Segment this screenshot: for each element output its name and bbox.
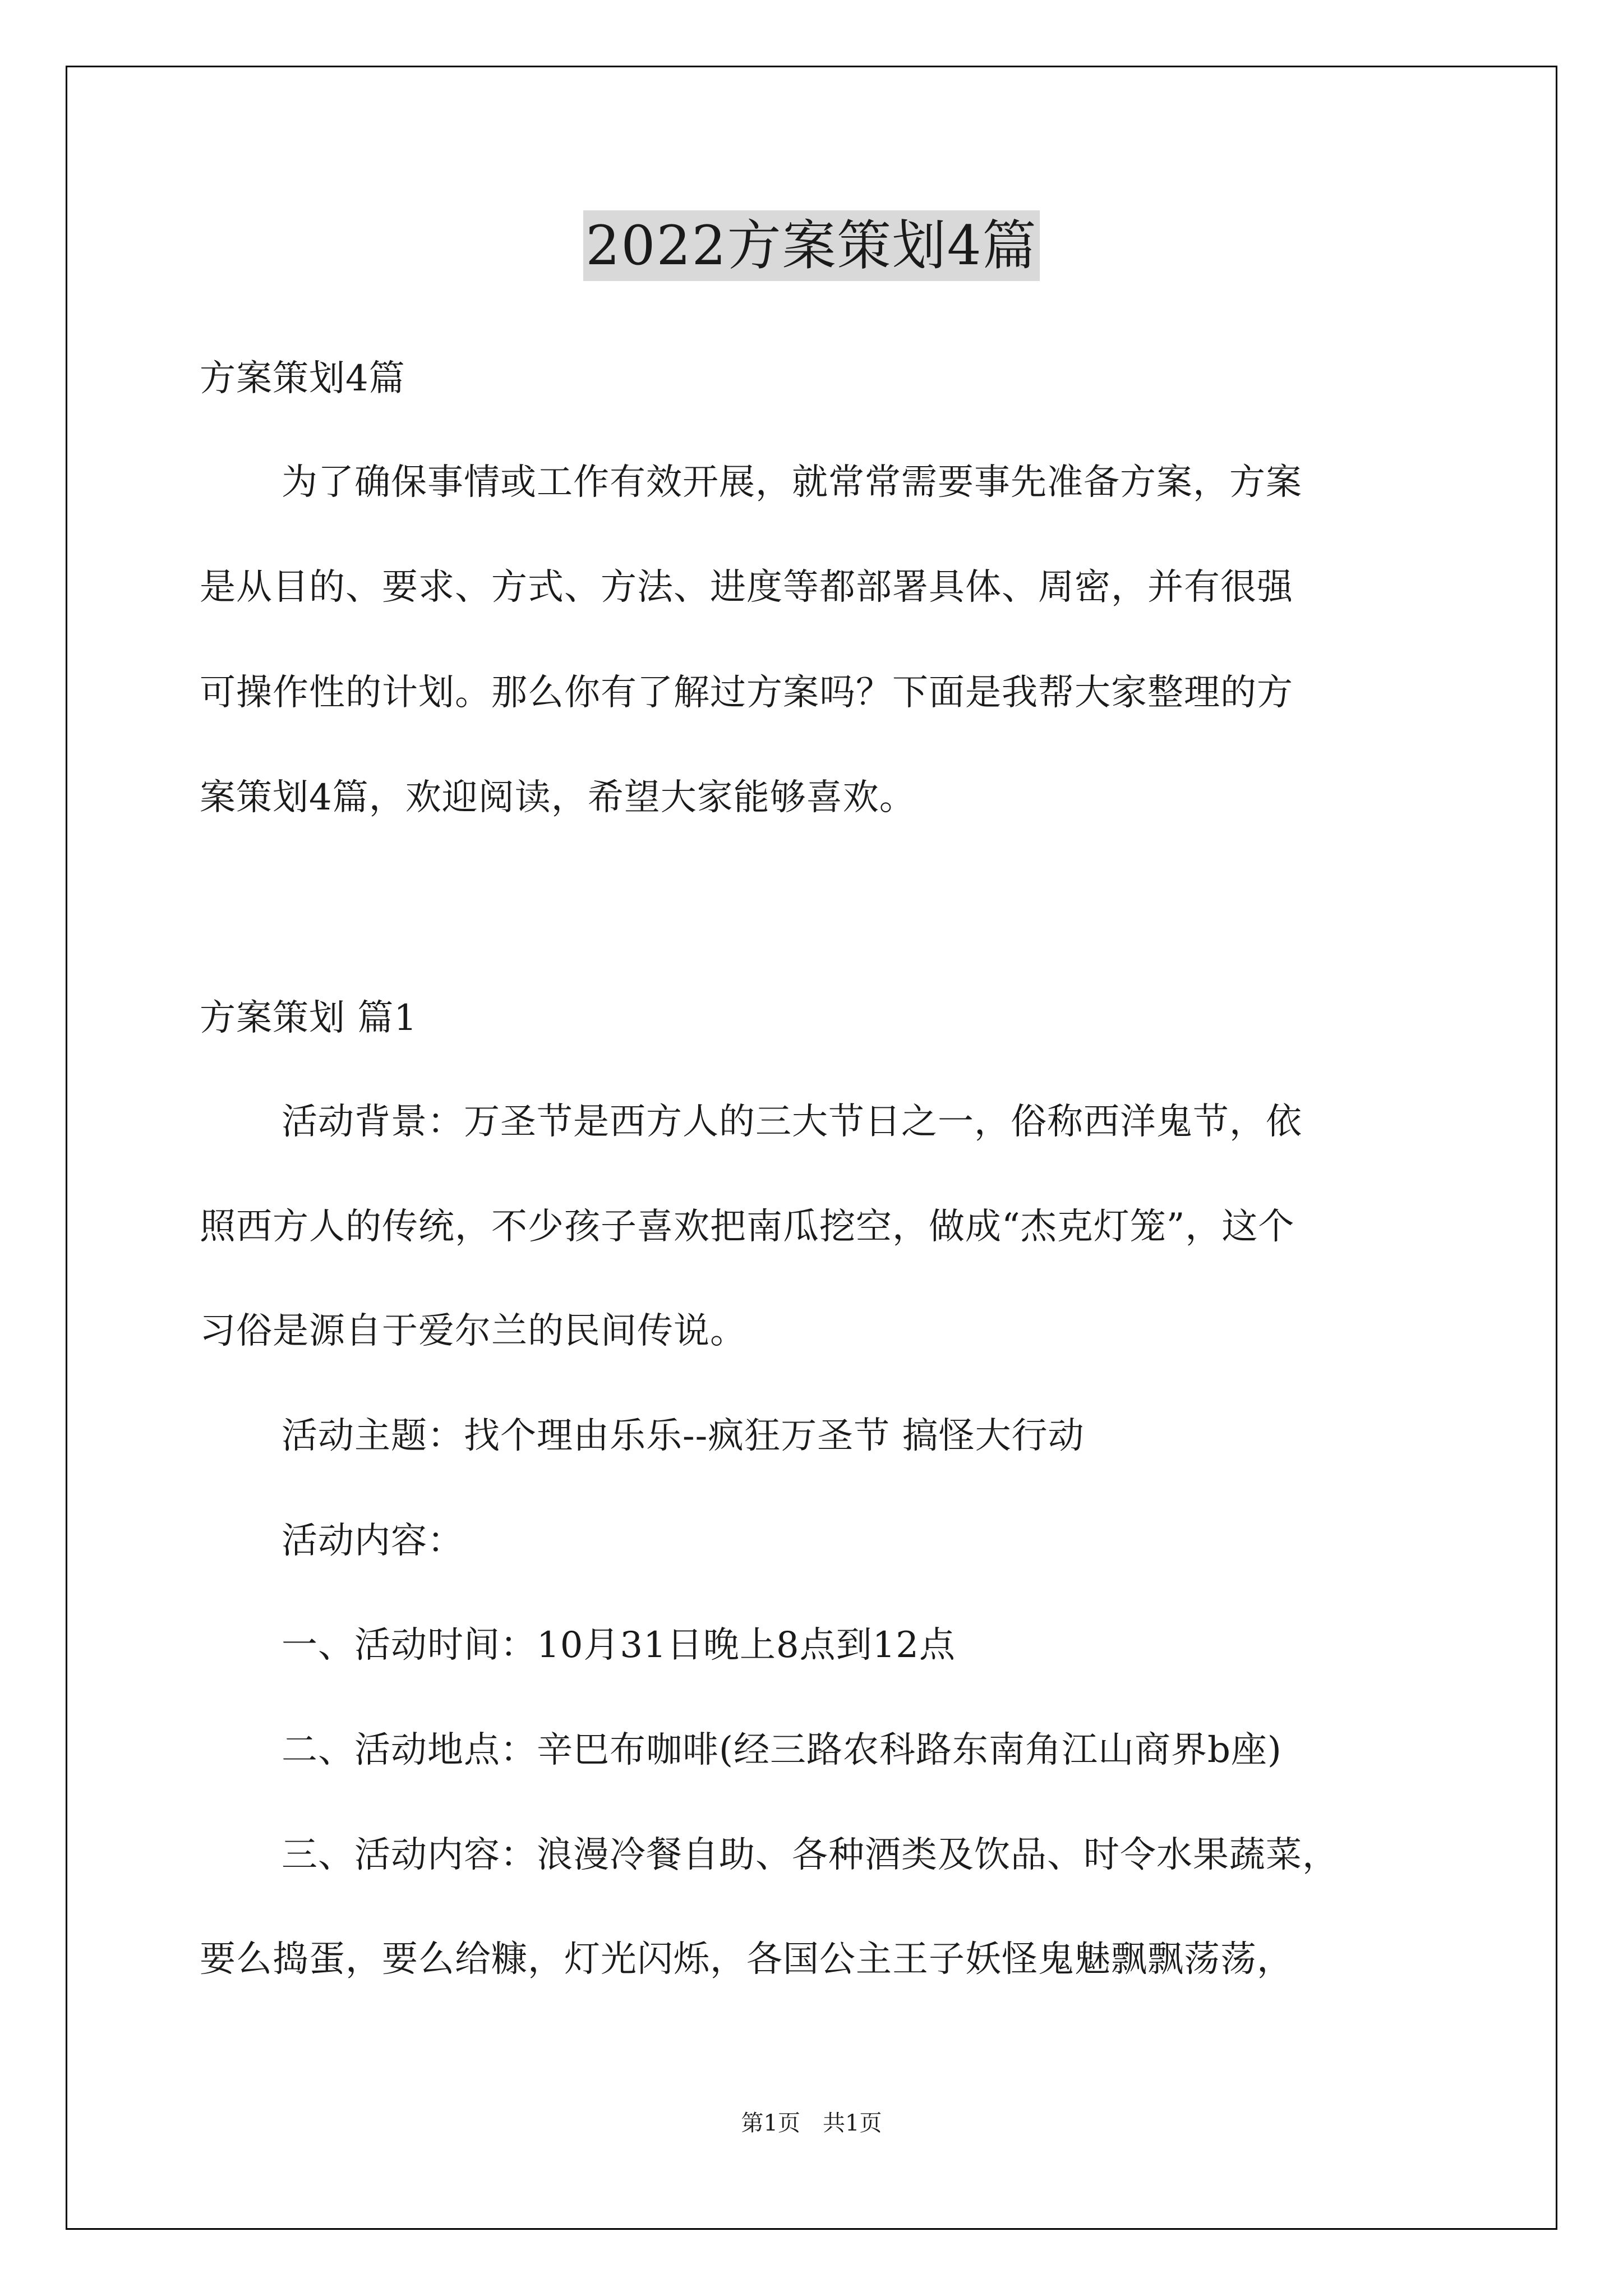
intro-line-1: 为了确保事情或工作有效开展，就常常需要事先准备方案，方案	[282, 462, 1302, 503]
section-line-1: 活动背景：万圣节是西方人的三大节日之一，俗称西洋鬼节，依	[282, 1101, 1302, 1143]
section-line-7: 二、活动地点：辛巴布咖啡(经三路农科路东南角江山商界b座)	[282, 1729, 1282, 1771]
page-footer: 第1页 共1页	[741, 2110, 882, 2136]
intro-line-2: 是从目的、要求、方式、方法、进度等都部署具体、周密，并有很强	[200, 567, 1293, 608]
section-heading: 方案策划 篇1	[200, 997, 418, 1039]
document-title: 2022方案策划4篇	[583, 210, 1039, 281]
intro-line-3: 可操作性的计划。那么你有了解过方案吗？下面是我帮大家整理的方	[200, 672, 1293, 714]
document-subtitle: 方案策划4篇	[200, 358, 405, 399]
section-line-2: 照西方人的传统，不少孩子喜欢把南瓜挖空，做成“杰克灯笼”，这个	[200, 1206, 1295, 1248]
section-line-4: 活动主题：找个理由乐乐--疯狂万圣节 搞怪大行动	[282, 1415, 1085, 1457]
title-container	[0, 210, 1623, 281]
section-line-8: 三、活动内容：浪漫冷餐自助、各种酒类及饮品、时令水果蔬菜，	[282, 1834, 1339, 1876]
intro-line-4: 案策划4篇，欢迎阅读，希望大家能够喜欢。	[200, 777, 916, 818]
section-line-3: 习俗是源自于爱尔兰的民间传说。	[200, 1310, 746, 1352]
section-line-9: 要么捣蛋，要么给糠，灯光闪烁，各国公主王子妖怪鬼魅飘飘荡荡，	[200, 1939, 1293, 1980]
section-line-6: 一、活动时间：10月31日晚上8点到12点	[282, 1625, 956, 1666]
section-line-5: 活动内容：	[282, 1520, 464, 1562]
